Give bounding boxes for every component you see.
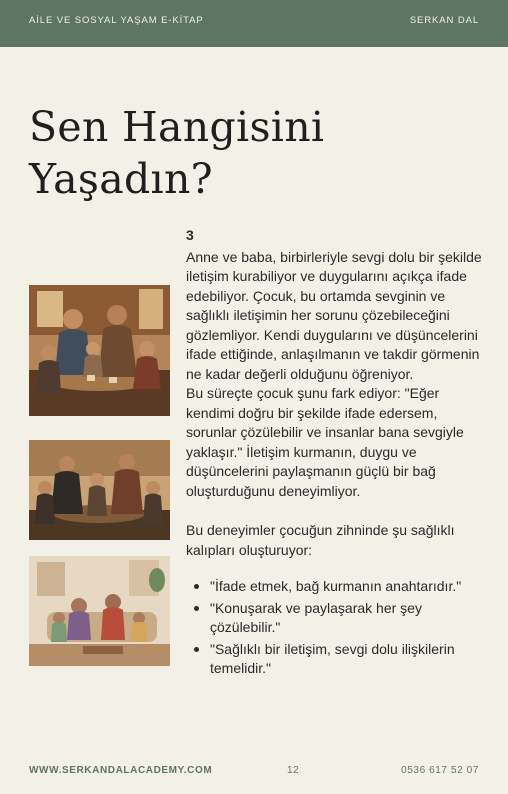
main-content <box>186 226 486 681</box>
paragraph-1: Anne ve baba, birbirleriyle sevgi dolu bir şekilde iletişim kurabiliyor ve duygularını açıkça ifade edebiliyor. Çocuk, bu ortamda sevginin ve sağlıklı iletişimin her sorunu çözebileceğini gözlemliyor. Kendi duygularını ve düşüncelerini ifade ettiğinde, anlaşılmanın ve takdir görmenin ne kadar değerli olduğunu öğreniyor. <box>186 248 482 382</box>
footer-website: WWW.SERKANDALACADEMY.COM <box>29 765 213 776</box>
list-item: "Sağlıklı bir iletişim, sevgi dolu ilişkilerin temelidir." <box>210 640 486 679</box>
list-item: "İfade etmek, bağ kurmanın anahtarıdır." <box>210 577 486 597</box>
section-number: 3 <box>186 227 194 243</box>
page-number: 12 <box>287 765 300 776</box>
paragraph-3: Bu deneyimler çocuğun zihninde şu sağlıklı kalıpları oluşturuyor: <box>186 522 455 558</box>
page-title-line-1: Sen Hangisini <box>29 103 325 151</box>
header-bar <box>0 0 508 47</box>
footer-bar <box>0 765 508 779</box>
paragraph-2: Bu süreçte çocuk şunu fark ediyor: "Eğer kendimi doğru bir şekilde ifade edersem, sorunlar çözülebilir ve insanlar bana sevgiyle yaklaşır." İletişim kurmanın, duygu ve düşüncelerini paylaşmanın güçlü bir bağ oluşturduğunu deneyimliyor. <box>186 385 464 499</box>
header-book-title: AİLE VE SOSYAL YAŞAM E-KİTAP <box>29 15 204 26</box>
family-living-room-illustration <box>29 556 170 666</box>
page-title-line-2: Yaşadın? <box>29 155 213 203</box>
family-discussion-illustration <box>29 440 170 540</box>
header-author: SERKAN DAL <box>409 15 479 26</box>
list-item: "Konuşarak ve paylaşarak her şey çözülebilir." <box>210 599 486 638</box>
family-conversation-illustration <box>29 285 170 416</box>
footer-phone: 0536 617 52 07 <box>401 765 479 776</box>
pattern-list <box>186 577 486 679</box>
page-title <box>29 101 479 205</box>
